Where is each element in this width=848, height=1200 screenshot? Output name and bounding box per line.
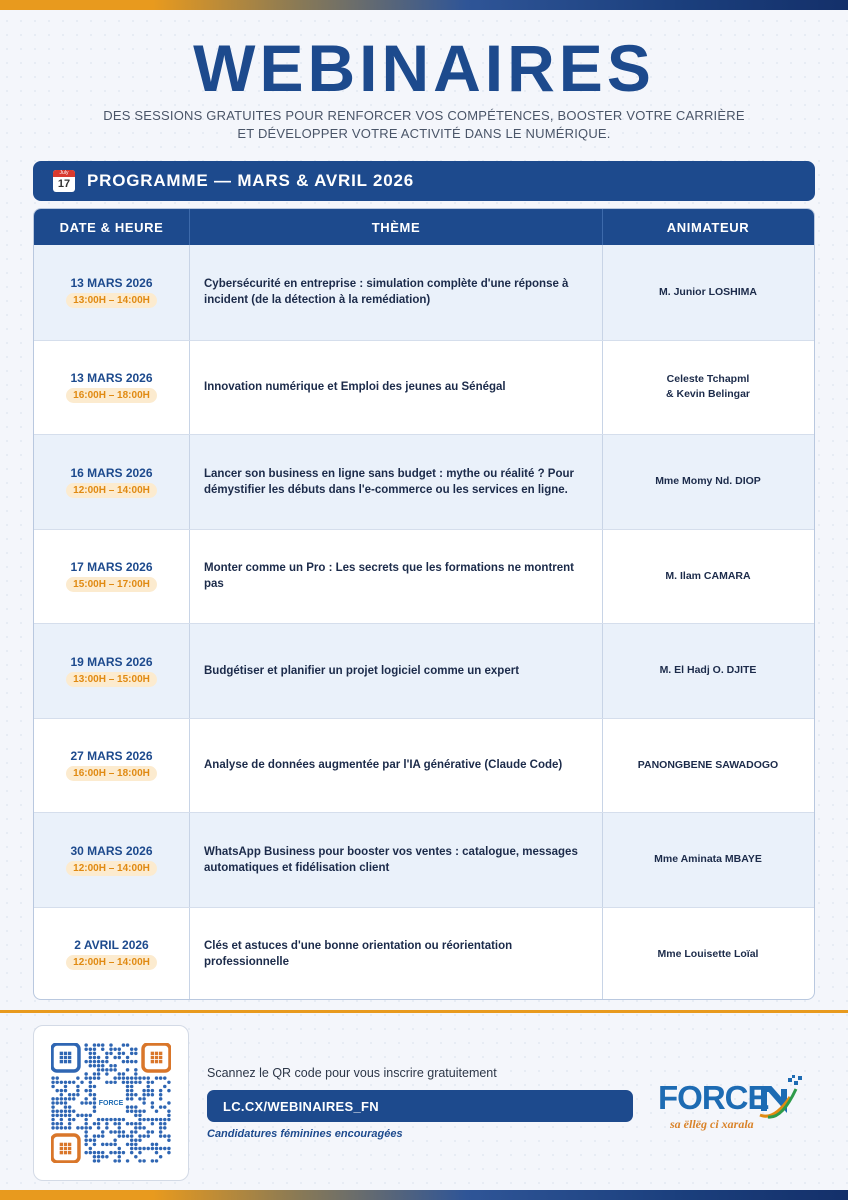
qr-code-card[interactable]: [33, 1025, 189, 1181]
theme-cell: Budgétiser et planifier un projet logiciel comme un expert: [190, 624, 603, 718]
table-row: [34, 907, 814, 1001]
session-date: 13 MARS 2026: [70, 276, 153, 291]
theme-cell: Innovation numérique et Emploi des jeunes au Sénégal: [190, 341, 603, 435]
calendar-icon-month: July: [59, 170, 69, 176]
session-date: 19 MARS 2026: [70, 654, 153, 669]
header-speaker: ANIMATEUR: [666, 219, 750, 235]
bottom-gradient-bar: [0, 1190, 848, 1200]
speaker-name: M. Junior LOSHIMA: [659, 285, 757, 298]
table-row: [34, 434, 814, 529]
program-banner: [33, 161, 815, 201]
speaker-name: Celeste Tchapml: [666, 373, 750, 386]
session-time-badge: 13:00H – 14:00H: [66, 293, 157, 308]
theme-cell: Clés et astuces d'une bonne orientation ou réorientation professionnelle: [190, 908, 603, 1001]
header-date-time: DATE & HEURE: [34, 209, 190, 245]
session-date: 17 MARS 2026: [70, 560, 153, 575]
speaker-cell: [603, 908, 813, 1001]
top-gradient-bar: [0, 0, 848, 10]
registration-link[interactable]: LC.CX/WEBINAIRES_FN: [207, 1090, 633, 1122]
table-row: [34, 529, 814, 624]
date-cell: [34, 245, 190, 340]
speaker-cell: [603, 341, 813, 435]
table-row: [34, 245, 814, 340]
scan-instruction: Scannez le QR code pour vous inscrire gratuitement: [207, 1066, 497, 1080]
speaker-name: Mme Momy Nd. DIOP: [655, 475, 761, 488]
table-header: [34, 209, 814, 245]
date-cell: [34, 719, 190, 813]
theme-cell: Lancer son business en ligne sans budget : mythe ou réalité ? Pour démystifier les débuts dans l'e-commerce ou les services en ligne.: [190, 435, 603, 529]
session-time-badge: 12:00H – 14:00H: [66, 483, 157, 498]
encouragement-note: Candidatures féminines encouragées: [207, 1128, 403, 1140]
page-subtitle: [100, 107, 748, 143]
subtitle-line-1: DES SESSIONS GRATUITES POUR RENFORCER VOS COMPÉTENCES, BOOSTER VOTRE CARRIÈRE: [103, 108, 745, 123]
session-date: 30 MARS 2026: [70, 843, 153, 858]
session-time-badge: 15:00H – 17:00H: [66, 577, 157, 592]
force-n-logo: [656, 1075, 806, 1135]
session-date: 16 MARS 2026: [70, 465, 153, 480]
logo-tagline: sa ëllëg ci xarala: [670, 1117, 754, 1131]
program-title: PROGRAMME — MARS & AVRIL 2026: [87, 171, 415, 190]
session-date: 2 AVRIL 2026: [74, 938, 149, 953]
session-date: 13 MARS 2026: [70, 371, 153, 386]
session-time-badge: 16:00H – 18:00H: [66, 388, 157, 403]
table-row: [34, 340, 814, 435]
date-cell: [34, 813, 190, 907]
session-time-badge: 12:00H – 14:00H: [66, 955, 157, 970]
speaker-cell: [603, 530, 813, 624]
speaker-cell: [603, 245, 813, 340]
speaker-name: M. El Hadj O. DJITE: [659, 664, 757, 677]
schedule-table: [33, 208, 815, 1000]
speaker-name: PANONGBENE SAWADOGO: [637, 758, 779, 771]
speaker-name: Mme Aminata MBAYE: [654, 853, 762, 866]
speaker-name: Mme Louisette Loïal: [657, 947, 759, 960]
page-title: WEBINAIRES: [193, 31, 655, 105]
table-row: [34, 718, 814, 813]
session-time-badge: 16:00H – 18:00H: [66, 766, 157, 781]
qr-code-icon[interactable]: [51, 1043, 171, 1163]
speaker-name: & Kevin Belingar: [665, 388, 751, 401]
date-cell: [34, 530, 190, 624]
theme-cell: Analyse de données augmentée par l'IA générative (Claude Code): [190, 719, 603, 813]
table-row: [34, 623, 814, 718]
calendar-icon: [53, 170, 75, 192]
date-cell: [34, 341, 190, 435]
theme-cell: Cybersécurité en entreprise : simulation complète d'une réponse à incident (de la détection à la remédiation): [190, 245, 603, 340]
header-theme: THÈME: [190, 209, 603, 245]
table-row: [34, 812, 814, 907]
theme-cell: WhatsApp Business pour booster vos ventes : catalogue, messages automatiques et fidélisation client: [190, 813, 603, 907]
logo-word: FORCE: [658, 1079, 769, 1116]
date-cell: [34, 624, 190, 718]
speaker-cell: [603, 624, 813, 718]
session-date: 27 MARS 2026: [70, 749, 153, 764]
speaker-cell: [603, 719, 813, 813]
theme-cell: Monter comme un Pro : Les secrets que les formations ne montrent pas: [190, 530, 603, 624]
svg-text:FORCE: FORCE: [98, 1100, 124, 1108]
calendar-icon-day: 17: [57, 178, 71, 190]
date-cell: [34, 908, 190, 1001]
footer-divider: [0, 1010, 848, 1013]
date-cell: [34, 435, 190, 529]
session-time-badge: 13:00H – 15:00H: [66, 672, 157, 687]
speaker-name: M. Ilam CAMARA: [665, 569, 751, 582]
table-body: [34, 245, 814, 1000]
session-time-badge: 12:00H – 14:00H: [66, 861, 157, 876]
speaker-cell: [603, 813, 813, 907]
speaker-cell: [603, 435, 813, 529]
subtitle-line-2: ET DÉVELOPPER VOTRE ACTIVITÉ DANS LE NUMÉRIQUE.: [237, 126, 611, 141]
